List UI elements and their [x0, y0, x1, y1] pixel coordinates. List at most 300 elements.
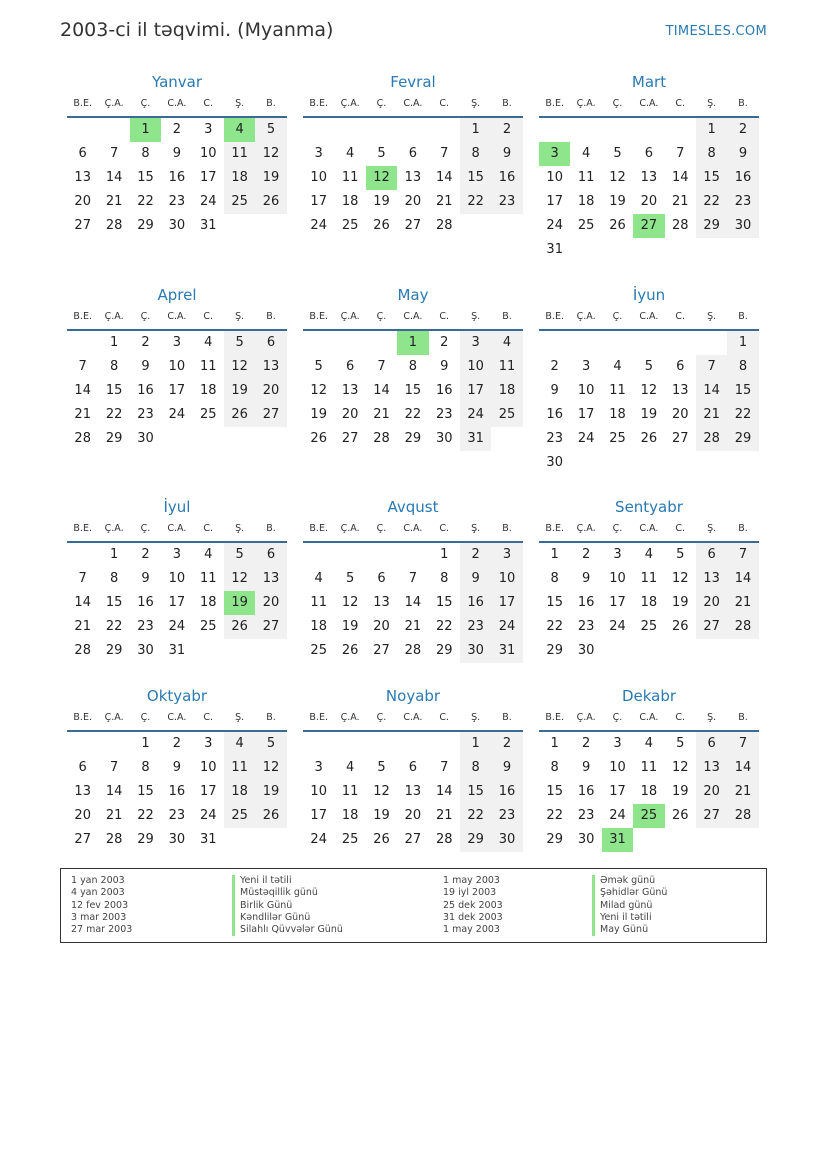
day-cell: 4 [345, 760, 355, 775]
weekday-label: Ş. [235, 311, 245, 322]
empty-cell [727, 238, 758, 262]
weekday-label: Ş. [707, 311, 717, 322]
weekday-header [303, 706, 523, 732]
day-cell: 14 [435, 170, 453, 185]
weekday-label: Ç.A. [576, 523, 596, 534]
day-cell: 25 [491, 403, 522, 427]
holiday-dates-col-1 [71, 875, 132, 936]
day-cell: 1 [130, 118, 161, 142]
holiday-date: 1 may 2003 [443, 875, 500, 886]
holiday-name: May Günü [600, 924, 649, 936]
weekday-label: B. [738, 523, 748, 534]
empty-cell [696, 639, 727, 663]
weekday-header [539, 92, 759, 118]
day-cell: 22 [546, 619, 563, 634]
weekday-label: Ş. [471, 98, 481, 109]
day-cell: 24 [168, 619, 186, 634]
day-cell: 12 [671, 571, 689, 586]
day-cell: 5 [644, 359, 653, 374]
day-cell: 4 [314, 571, 323, 586]
day-cell: 20 [671, 407, 689, 422]
month-name: Yanvar [151, 73, 203, 91]
weekday-label: Ç.A. [576, 98, 596, 109]
day-cell: 4 [491, 331, 522, 355]
day-cell: 27 [255, 403, 286, 427]
day-cell: 22 [727, 403, 758, 427]
day-cell: 24 [168, 407, 186, 422]
day-cell: 26 [640, 431, 658, 446]
day-cell: 7 [109, 146, 119, 161]
weekday-header [67, 305, 287, 331]
day-cell: 31 [168, 643, 186, 658]
day-cell: 6 [408, 760, 417, 775]
day-grid [303, 732, 523, 852]
empty-cell [665, 639, 696, 663]
weekday-label: Ç. [376, 523, 387, 534]
day-cell: 23 [727, 190, 758, 214]
empty-cell [67, 331, 98, 355]
day-cell: 15 [105, 383, 123, 398]
day-cell: 10 [577, 383, 595, 398]
day-cell: 13 [255, 567, 286, 591]
day-cell: 4 [224, 118, 255, 142]
day-cell: 19 [224, 379, 255, 403]
weekday-label: B. [738, 98, 748, 109]
weekday-label: Ç.A. [340, 523, 360, 534]
weekday-label: B. [266, 712, 276, 723]
day-cell: 17 [199, 170, 217, 185]
weekday-label: B. [502, 523, 512, 534]
weekday-label: B.E. [309, 98, 328, 109]
day-cell: 22 [546, 808, 563, 823]
day-cell: 13 [74, 784, 91, 799]
day-cell: 6 [676, 359, 685, 374]
day-cell: 22 [137, 194, 154, 209]
holiday-name: Yeni il tətili [240, 875, 292, 886]
holiday-name: Milad günü [600, 899, 653, 911]
day-cell: 4 [345, 146, 355, 161]
weekday-label: B.E. [73, 311, 92, 322]
empty-cell [633, 331, 664, 355]
day-cell: 20 [640, 194, 658, 209]
day-cell: 19 [373, 194, 390, 209]
day-cell: 14 [404, 595, 422, 610]
day-cell: 15 [460, 780, 491, 804]
day-cell: 23 [460, 615, 491, 639]
day-cell: 29 [435, 643, 453, 658]
day-cell: 19 [373, 808, 390, 823]
weekday-label: Ş. [707, 98, 717, 109]
day-cell: 7 [440, 760, 449, 775]
day-cell: 24 [310, 832, 327, 847]
empty-cell [539, 118, 570, 142]
day-cell: 23 [435, 407, 453, 422]
weekday-label: B. [502, 712, 512, 723]
empty-cell [696, 238, 727, 262]
empty-cell [98, 732, 129, 756]
day-cell: 21 [74, 619, 91, 634]
empty-cell [334, 118, 365, 142]
empty-cell [665, 451, 696, 475]
holiday-names-col-1 [232, 875, 343, 936]
day-cell: 10 [546, 170, 563, 185]
day-cell: 25 [224, 804, 255, 828]
weekday-label: Ç.A. [340, 712, 360, 723]
day-cell: 28 [404, 643, 422, 658]
empty-cell [570, 118, 601, 142]
day-cell: 30 [491, 828, 522, 852]
brand-link[interactable]: TIMESLES.COM [665, 24, 767, 39]
day-cell: 9 [141, 359, 150, 374]
day-cell: 12 [373, 784, 390, 799]
day-cell: 30 [727, 214, 758, 238]
day-cell: 15 [435, 595, 453, 610]
holiday-date: 4 yan 2003 [71, 887, 125, 899]
day-cell: 5 [676, 547, 685, 562]
weekday-label: Ş. [471, 523, 481, 534]
day-cell: 16 [435, 383, 453, 398]
day-cell: 20 [696, 591, 727, 615]
weekday-label: Ç. [612, 311, 623, 322]
weekday-label: Ç.A. [576, 712, 596, 723]
day-cell: 7 [727, 543, 758, 567]
day-cell: 15 [546, 784, 563, 799]
day-cell: 31 [199, 832, 217, 847]
empty-cell [665, 828, 696, 852]
weekday-label: B.E. [309, 523, 328, 534]
weekday-header [67, 92, 287, 118]
day-cell: 9 [550, 383, 559, 398]
day-cell: 12 [224, 567, 255, 591]
weekday-label: Ç. [376, 712, 387, 723]
day-cell: 3 [314, 146, 323, 161]
day-cell: 14 [74, 595, 91, 610]
day-grid [539, 331, 759, 475]
day-cell: 25 [640, 619, 658, 634]
day-cell: 18 [640, 784, 658, 799]
day-cell: 20 [74, 194, 91, 209]
weekday-label: C. [675, 712, 686, 723]
day-cell: 11 [224, 142, 255, 166]
day-cell: 5 [314, 359, 323, 374]
day-cell: 22 [435, 619, 453, 634]
day-cell: 17 [460, 379, 491, 403]
day-cell: 16 [727, 166, 758, 190]
day-cell: 26 [373, 218, 390, 233]
month-11 [303, 686, 523, 852]
day-cell: 8 [408, 359, 417, 374]
holiday-list [60, 868, 767, 943]
day-cell: 23 [546, 431, 563, 446]
day-cell: 9 [581, 760, 591, 775]
weekday-label: B. [502, 98, 512, 109]
month-6 [539, 285, 759, 475]
day-cell: 2 [172, 122, 181, 137]
empty-cell [255, 828, 286, 852]
weekday-label: B.E. [545, 523, 564, 534]
month-5 [303, 285, 523, 451]
day-cell: 11 [199, 359, 217, 374]
weekday-label: C.A. [403, 98, 423, 109]
day-cell: 7 [78, 359, 87, 374]
day-cell: 27 [74, 218, 91, 233]
holiday-date: 31 dek 2003 [443, 911, 503, 923]
day-cell: 26 [671, 808, 689, 823]
empty-cell [303, 732, 334, 756]
day-cell: 23 [168, 194, 186, 209]
empty-cell [727, 828, 758, 852]
day-cell: 2 [727, 118, 758, 142]
day-cell: 27 [341, 431, 359, 446]
empty-cell [460, 214, 491, 238]
day-cell: 28 [74, 431, 91, 446]
weekday-label: C.A. [639, 311, 659, 322]
day-cell: 27 [255, 615, 286, 639]
empty-cell [193, 427, 224, 451]
day-cell: 28 [696, 427, 727, 451]
empty-cell [696, 331, 727, 355]
day-cell: 12 [255, 756, 286, 780]
day-cell: 12 [671, 760, 689, 775]
day-cell: 21 [404, 619, 422, 634]
day-cell: 16 [491, 780, 522, 804]
day-cell: 16 [577, 595, 595, 610]
weekday-label: Ç.A. [104, 98, 124, 109]
day-cell: 3 [613, 547, 622, 562]
weekday-label: C.A. [167, 98, 187, 109]
day-cell: 28 [671, 218, 689, 233]
day-cell: 17 [577, 407, 595, 422]
day-cell: 13 [696, 756, 727, 780]
empty-cell [193, 639, 224, 663]
weekday-label: C. [203, 523, 214, 534]
weekday-label: Ş. [235, 712, 245, 723]
day-cell: 25 [341, 832, 359, 847]
day-cell: 23 [168, 808, 186, 823]
day-cell: 1 [550, 547, 559, 562]
day-cell: 2 [141, 335, 150, 350]
day-cell: 11 [224, 756, 255, 780]
day-cell: 30 [577, 832, 595, 847]
empty-cell [397, 118, 428, 142]
day-cell: 19 [341, 619, 359, 634]
holiday-names-col-2 [592, 875, 667, 936]
weekday-label: C.A. [403, 712, 423, 723]
day-cell: 20 [255, 591, 286, 615]
weekday-label: B.E. [309, 712, 328, 723]
day-cell: 20 [404, 194, 422, 209]
day-cell: 1 [109, 547, 119, 562]
month-name: Sentyabr [615, 498, 683, 516]
weekday-label: C. [675, 98, 686, 109]
day-cell: 11 [640, 760, 658, 775]
day-cell: 26 [671, 619, 689, 634]
day-cell: 20 [404, 808, 422, 823]
day-cell: 4 [613, 359, 622, 374]
day-cell: 28 [435, 218, 453, 233]
holiday-date: 27 mar 2003 [71, 924, 133, 936]
day-cell: 9 [581, 571, 591, 586]
day-cell: 30 [168, 832, 186, 847]
day-cell: 4 [224, 732, 255, 756]
day-cell: 6 [255, 543, 286, 567]
day-cell: 21 [727, 591, 758, 615]
day-cell: 23 [137, 619, 154, 634]
day-cell: 19 [609, 194, 626, 209]
day-cell: 14 [696, 379, 727, 403]
weekday-label: B. [502, 311, 512, 322]
day-cell: 27 [373, 643, 390, 658]
day-cell: 10 [199, 146, 217, 161]
month-1 [67, 72, 287, 238]
day-cell: 8 [460, 142, 491, 166]
day-cell: 11 [341, 784, 359, 799]
day-cell: 14 [727, 567, 758, 591]
holiday-date: 3 mar 2003 [71, 911, 127, 923]
empty-cell [67, 543, 98, 567]
day-cell: 21 [435, 808, 453, 823]
day-cell: 26 [373, 832, 390, 847]
weekday-label: C. [439, 311, 450, 322]
day-cell: 10 [199, 760, 217, 775]
empty-cell [633, 118, 664, 142]
weekday-label: Ç. [140, 98, 151, 109]
day-cell: 21 [727, 780, 758, 804]
weekday-label: Ç. [140, 712, 151, 723]
day-cell: 28 [727, 615, 758, 639]
day-cell: 4 [644, 736, 653, 751]
weekday-label: Ç.A. [576, 311, 596, 322]
day-cell: 8 [141, 146, 150, 161]
month-name: Oktyabr [146, 687, 208, 705]
empty-cell [429, 118, 460, 142]
day-cell: 3 [613, 736, 622, 751]
day-cell: 26 [255, 190, 286, 214]
day-cell: 2 [460, 543, 491, 567]
day-grid [67, 331, 287, 451]
day-cell: 21 [696, 403, 727, 427]
day-cell: 25 [341, 218, 359, 233]
day-cell: 3 [314, 760, 323, 775]
day-cell: 1 [109, 335, 119, 350]
day-cell: 29 [137, 832, 154, 847]
day-cell: 7 [727, 732, 758, 756]
day-cell: 19 [671, 784, 689, 799]
day-cell: 29 [137, 218, 154, 233]
day-cell: 30 [137, 643, 154, 658]
empty-cell [491, 214, 522, 238]
day-cell: 6 [345, 359, 355, 374]
day-cell: 22 [404, 407, 422, 422]
day-cell: 12 [366, 166, 397, 190]
day-cell: 5 [224, 331, 255, 355]
day-cell: 31 [199, 218, 217, 233]
day-cell: 25 [310, 643, 327, 658]
weekday-label: Ç.A. [340, 98, 360, 109]
weekday-label: B. [738, 712, 748, 723]
day-cell: 30 [168, 218, 186, 233]
day-cell: 23 [491, 804, 522, 828]
day-cell: 21 [671, 194, 689, 209]
weekday-label: Ç. [376, 311, 387, 322]
day-cell: 28 [727, 804, 758, 828]
weekday-header [303, 517, 523, 543]
day-cell: 16 [491, 166, 522, 190]
day-cell: 9 [440, 359, 449, 374]
day-cell: 15 [137, 170, 154, 185]
empty-cell [366, 732, 397, 756]
day-cell: 4 [644, 547, 653, 562]
day-grid [539, 543, 759, 663]
empty-cell [602, 118, 633, 142]
day-cell: 15 [105, 595, 123, 610]
empty-cell [98, 118, 129, 142]
day-cell: 25 [633, 804, 664, 828]
empty-cell [570, 331, 601, 355]
day-cell: 2 [491, 118, 522, 142]
holiday-date: 1 may 2003 [443, 924, 500, 936]
day-cell: 21 [435, 194, 453, 209]
empty-cell [633, 238, 664, 262]
day-cell: 5 [613, 146, 622, 161]
day-cell: 7 [78, 571, 87, 586]
day-cell: 12 [255, 142, 286, 166]
day-cell: 6 [255, 331, 286, 355]
day-cell: 5 [377, 760, 386, 775]
day-cell: 22 [105, 619, 123, 634]
day-cell: 27 [671, 431, 689, 446]
day-cell: 13 [404, 170, 422, 185]
day-grid [303, 543, 523, 663]
day-cell: 15 [727, 379, 758, 403]
day-cell: 4 [204, 547, 213, 562]
day-cell: 30 [137, 431, 154, 446]
day-cell: 11 [577, 170, 595, 185]
day-cell: 9 [491, 142, 522, 166]
day-cell: 10 [491, 567, 522, 591]
empty-cell [602, 639, 633, 663]
day-cell: 23 [137, 407, 154, 422]
day-cell: 1 [141, 736, 150, 751]
day-cell: 14 [671, 170, 689, 185]
day-grid [303, 331, 523, 451]
day-cell: 1 [397, 331, 428, 355]
day-cell: 13 [696, 567, 727, 591]
day-cell: 28 [74, 643, 91, 658]
day-cell: 11 [640, 571, 658, 586]
day-cell: 23 [491, 190, 522, 214]
weekday-label: Ş. [471, 311, 481, 322]
day-cell: 16 [137, 595, 154, 610]
weekday-label: C. [439, 523, 450, 534]
holiday-name: Şəhidlər Günü [600, 887, 668, 899]
day-cell: 25 [577, 218, 595, 233]
day-cell: 10 [310, 784, 327, 799]
weekday-label: C. [203, 311, 214, 322]
empty-cell [665, 331, 696, 355]
weekday-label: B.E. [73, 712, 92, 723]
weekday-label: C. [203, 712, 214, 723]
day-cell: 8 [696, 142, 727, 166]
day-cell: 31 [546, 242, 563, 257]
holiday-name: Yeni il tətili [600, 911, 652, 923]
weekday-label: Ç. [140, 311, 151, 322]
month-12 [539, 686, 759, 852]
day-cell: 8 [141, 760, 150, 775]
day-cell: 17 [546, 194, 563, 209]
day-cell: 19 [224, 591, 255, 615]
day-cell: 1 [460, 732, 491, 756]
